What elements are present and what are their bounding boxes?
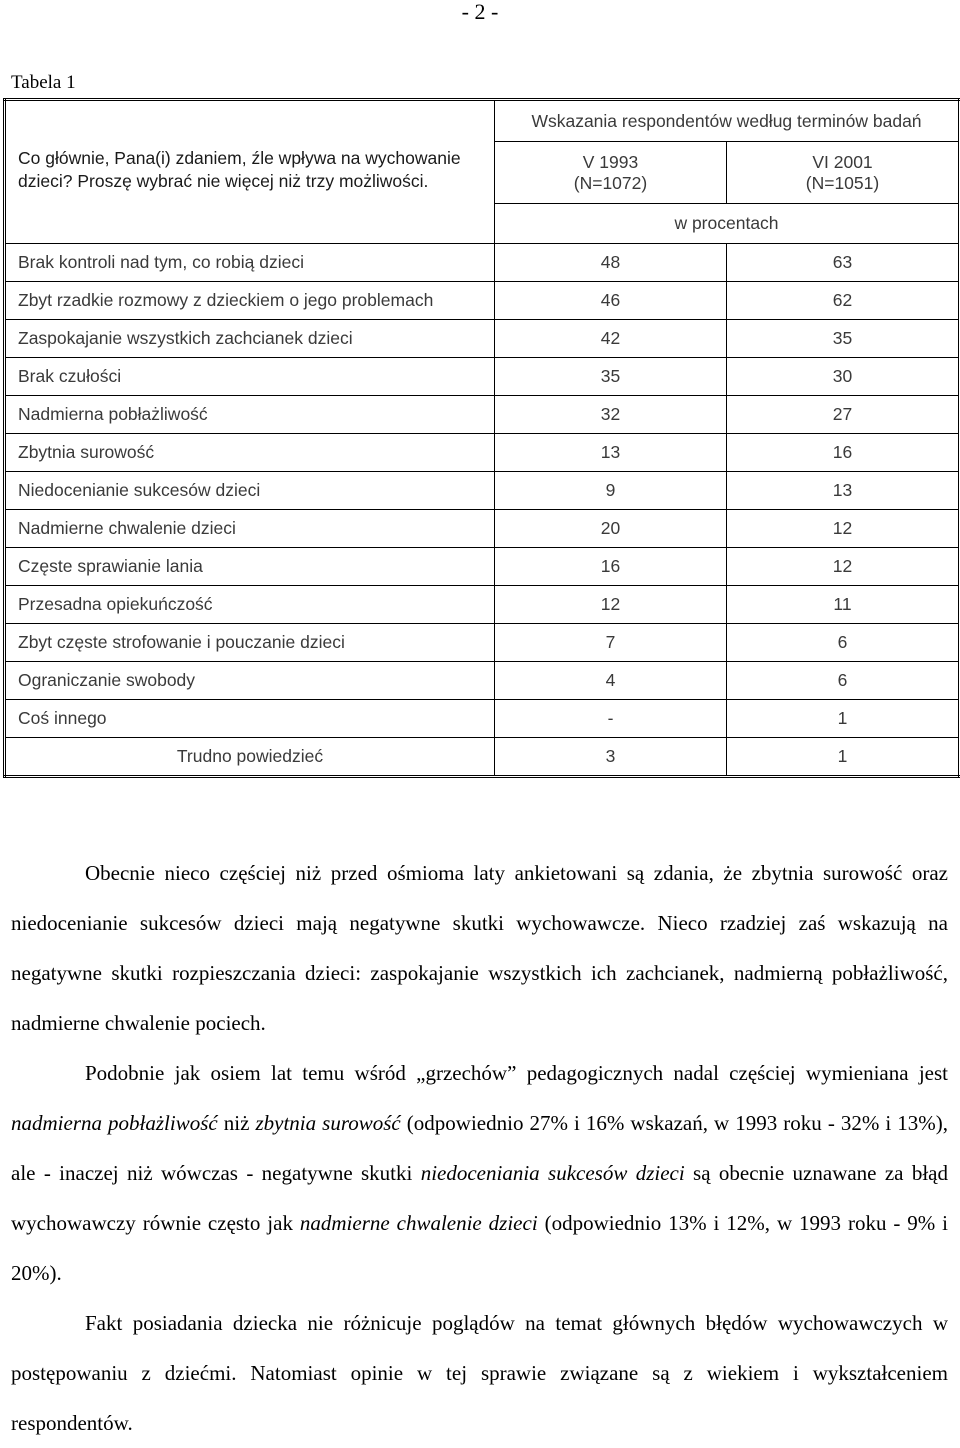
table-row bbox=[5, 472, 960, 510]
row-label: Niedocenianie sukcesów dzieci bbox=[5, 472, 495, 510]
paragraph-2-text-5: (odpowiednio 13% i 12%, w 1993 roku - 9% i 20%). bbox=[11, 1211, 949, 1285]
paragraph-2-text-1: Podobnie jak osiem lat temu wśród „grzechów” pedagogicznych nadal częściej wymieniana jest bbox=[85, 1061, 948, 1085]
value-1993: 46 bbox=[495, 282, 727, 320]
question-header: Co głównie, Pana(i) zdaniem, źle wpływa na wychowanie dzieci? Proszę wybrać nie więcej niż trzy możliwości. bbox=[5, 100, 495, 244]
table-body bbox=[5, 244, 960, 777]
row-label: Nadmierna pobłażliwość bbox=[5, 396, 495, 434]
value-1993: 48 bbox=[495, 244, 727, 282]
row-label: Zbyt rzadkie rozmowy z dzieckiem o jego problemach bbox=[5, 282, 495, 320]
value-1993: 20 bbox=[495, 510, 727, 548]
paragraph-2 bbox=[11, 1048, 948, 1298]
table-row bbox=[5, 396, 960, 434]
table-row bbox=[5, 586, 960, 624]
value-1993: 9 bbox=[495, 472, 727, 510]
paragraph-3: Fakt posiadania dziecka nie różnicuje poglądów na temat głównych błędów wychowawczych w postępowaniu z dziećmi. Natomiast opinie w tej sprawie związane są z wiekiem i wykształceniem respondentów. bbox=[11, 1311, 948, 1435]
value-2001: 12 bbox=[727, 510, 960, 548]
value-2001: 35 bbox=[727, 320, 960, 358]
value-1993: 7 bbox=[495, 624, 727, 662]
paragraph-2-text-3: (odpowiednio 27% i 16% wskazań, w 1993 roku - 32% i 13%), ale - inaczej niż wówczas - negatywne skutki bbox=[11, 1111, 949, 1185]
paragraph-2-emphasis-2: zbytnia surowość bbox=[255, 1111, 401, 1135]
unit-header: w procentach bbox=[495, 204, 960, 244]
row-label: Trudno powiedzieć bbox=[5, 738, 495, 777]
table-row bbox=[5, 434, 960, 472]
value-2001: 6 bbox=[727, 662, 960, 700]
row-label: Coś innego bbox=[5, 700, 495, 738]
column-header-1993 bbox=[495, 142, 727, 204]
column-label-1993: V 1993 bbox=[582, 151, 639, 172]
paragraph-2-text-2: niż bbox=[217, 1111, 256, 1135]
table-row bbox=[5, 244, 960, 282]
paragraph-1: Obecnie nieco częściej niż przed ośmioma laty ankietowani są zdania, że zbytnia surowość oraz niedocenianie sukcesów dzieci mają negatywne skutki wychowawcze. Nieco rzadziej zaś wskazują na negatywne skutki rozpieszczania dzieci: zaspokajanie wszystkich ich zachcianek, nadmierną pobłażliwość, nadmierne chwalenie pociech. bbox=[11, 861, 948, 1035]
row-label: Zaspokajanie wszystkich zachcianek dzieci bbox=[5, 320, 495, 358]
table-header-row-1 bbox=[5, 100, 960, 142]
column-n-1993: (N=1072) bbox=[573, 172, 648, 193]
paragraph-2-emphasis-3: niedoceniania sukcesów dzieci bbox=[420, 1161, 685, 1185]
value-2001: 16 bbox=[727, 434, 960, 472]
value-2001: 30 bbox=[727, 358, 960, 396]
value-2001: 1 bbox=[727, 700, 960, 738]
value-2001: 1 bbox=[727, 738, 960, 777]
value-2001: 13 bbox=[727, 472, 960, 510]
paragraph-2-emphasis-1: nadmierna pobłażliwość bbox=[11, 1111, 218, 1135]
value-2001: 12 bbox=[727, 548, 960, 586]
value-2001: 63 bbox=[727, 244, 960, 282]
table-row bbox=[5, 282, 960, 320]
column-header-2001 bbox=[727, 142, 960, 204]
value-2001: 62 bbox=[727, 282, 960, 320]
value-1993: 16 bbox=[495, 548, 727, 586]
table-caption: Tabela 1 bbox=[11, 72, 76, 93]
group-header: Wskazania respondentów według terminów badań bbox=[495, 100, 960, 142]
table-row bbox=[5, 320, 960, 358]
row-label: Brak czułości bbox=[5, 358, 495, 396]
value-1993: 12 bbox=[495, 586, 727, 624]
value-2001: 6 bbox=[727, 624, 960, 662]
value-1993: 42 bbox=[495, 320, 727, 358]
value-2001: 11 bbox=[727, 586, 960, 624]
column-label-2001: VI 2001 bbox=[812, 151, 873, 172]
value-1993: - bbox=[495, 700, 727, 738]
page-number: - 2 - bbox=[461, 0, 499, 24]
paragraph-2-emphasis-4: nadmierne chwalenie dzieci bbox=[299, 1211, 538, 1235]
table-row bbox=[5, 738, 960, 777]
row-label: Przesadna opiekuńczość bbox=[5, 586, 495, 624]
table-row bbox=[5, 624, 960, 662]
table-row bbox=[5, 700, 960, 738]
value-2001: 27 bbox=[727, 396, 960, 434]
row-label: Nadmierne chwalenie dzieci bbox=[5, 510, 495, 548]
value-1993: 4 bbox=[495, 662, 727, 700]
row-label: Brak kontroli nad tym, co robią dzieci bbox=[5, 244, 495, 282]
column-n-2001: (N=1051) bbox=[805, 172, 880, 193]
value-1993: 35 bbox=[495, 358, 727, 396]
row-label: Zbytnia surowość bbox=[5, 434, 495, 472]
table-row bbox=[5, 358, 960, 396]
table-row bbox=[5, 662, 960, 700]
table-row bbox=[5, 510, 960, 548]
row-label: Ograniczanie swobody bbox=[5, 662, 495, 700]
survey-table bbox=[3, 98, 960, 778]
table-row bbox=[5, 548, 960, 586]
paragraph-2-text-4: są obecnie uznawane za błąd wychowawczy równie często jak bbox=[11, 1161, 949, 1235]
row-label: Częste sprawianie lania bbox=[5, 548, 495, 586]
value-1993: 3 bbox=[495, 738, 727, 777]
body-text bbox=[11, 848, 948, 1448]
row-label: Zbyt częste strofowanie i pouczanie dzieci bbox=[5, 624, 495, 662]
value-1993: 32 bbox=[495, 396, 727, 434]
value-1993: 13 bbox=[495, 434, 727, 472]
